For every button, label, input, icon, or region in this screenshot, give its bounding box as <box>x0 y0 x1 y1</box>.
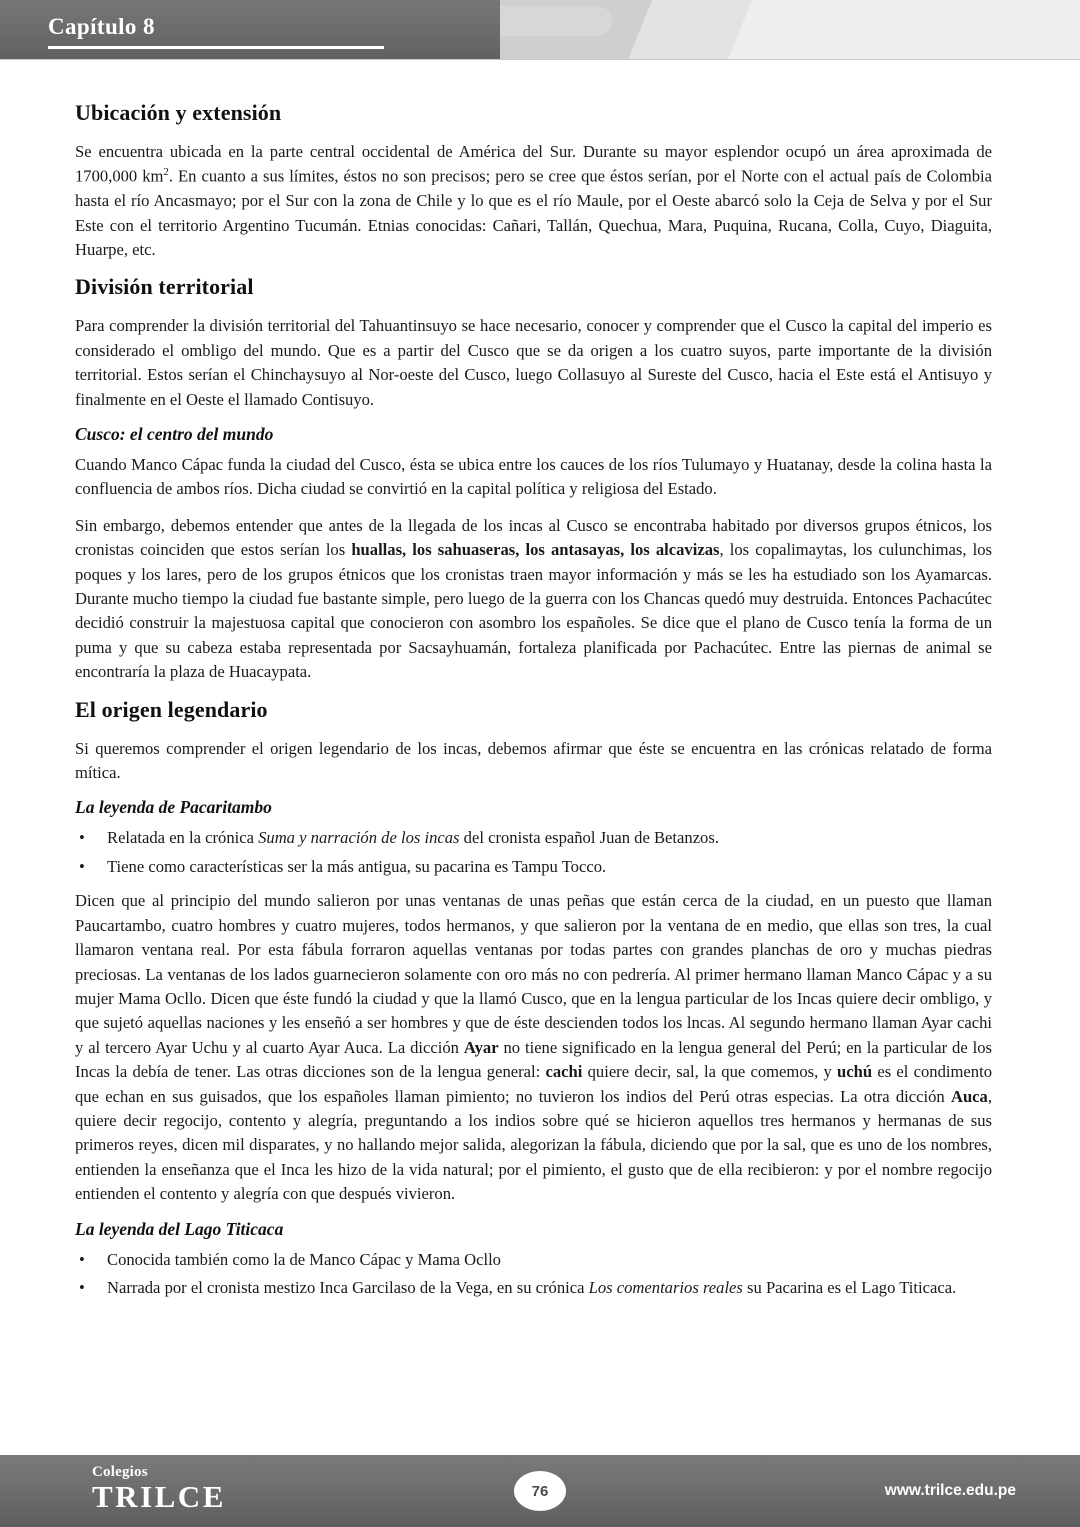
header-underline <box>48 46 384 49</box>
page-header <box>0 0 1080 60</box>
list-item <box>75 855 992 880</box>
titicaca-b1: Conocida también como la de Manco Cápac y Mama Ocllo <box>107 1249 501 1269</box>
subsection-heading-cusco: Cusco: el centro del mundo <box>75 424 274 445</box>
subsection-heading-pacaritambo: La leyenda de Pacaritambo <box>75 797 272 818</box>
chapter-title: Capítulo 8 <box>48 14 155 39</box>
paragraph-division: Para comprender la división territorial del Tahuantinsuyo se hace necesario, conocer y comprender que el Cusco la capital del imperio es considerado el ombligo del mundo. Que es a partir del Cusco que se da origen a los cuatro suyos, parte importante de la división territorial. Estos serían el Chinchaysuyo al Nor-oeste del Cusco, luego Collasuyo al Sureste del Cusco, hacia el Este está el Antisuyo y finalmente en el Oeste el llamado Contisuyo. <box>75 316 992 409</box>
titicaca-b2-part2: su Pacarina es el Lago Titicaca. <box>742 1278 957 1298</box>
paragraph-cusco-1: Cuando Manco Cápac funda la ciudad del Cusco, ésta se ubica entre los cauces de los ríos Tulumayo y Huatanay, desde la colina hasta la confluencia de ambos ríos. Dicha ciudad se convirtió en la capital política y religiosa del Estado. <box>75 455 992 499</box>
section-heading-origen: El origen legendario <box>75 696 268 722</box>
bullet-dot-icon: • <box>79 856 85 876</box>
titicaca-b2-italic: Los comentarios reales <box>588 1278 743 1298</box>
pac-pc: quiere decir, sal, la que comemos, y <box>582 1062 838 1082</box>
list-item <box>75 1276 992 1301</box>
pac-b-cachi: cachi <box>545 1062 583 1082</box>
pac-b-ayar: Ayar <box>463 1037 499 1057</box>
document-body <box>0 60 1080 1311</box>
footer-url: www.trilce.edu.pe <box>884 1482 1016 1499</box>
pac-b-auca: Auca <box>950 1086 988 1106</box>
bullet-list-pacaritambo <box>75 826 992 879</box>
list-item <box>75 826 992 851</box>
bullet-dot-icon: • <box>79 828 85 848</box>
page-number-badge: 76 <box>514 1471 566 1511</box>
pacaritambo-b1-part1: Relatada en la crónica <box>107 828 259 848</box>
brand-logo-small: Colegios <box>92 1464 148 1480</box>
paragraph-ubicacion: Se encuentra ubicada en la parte central occidental de América del Sur. Durante su mayor esplendor ocupó un área aproximada de 1700,000 $km^2$. En cuanto a sus límites, éstos no son precisos; pero se cree que éstos serían, por el Norte con el actual país de Colombia hasta el río Ancasmayo; por el Sur con la zona de Chile y lo que es el río Maule, por el Oeste abarcó solo la Ceja de Selva y por el Sur Este con el territorio Argentino Tucumán. Etnias conocidas: Cañari, Tallán, Quechua, Mara, Puquina, Rucana, Colla, Cuyo, Diaguita, Huarpe, etc. <box>75 142 992 260</box>
cusco-p2-bold: huallas, los sahuaseras, los antasayas, los alcavizas <box>351 540 720 560</box>
pacaritambo-b1-part2: del cronista español Juan de Betanzos. <box>459 828 719 848</box>
bullet-dot-icon: • <box>79 1249 85 1269</box>
paragraph-origen: Si queremos comprender el origen legendario de los incas, debemos afirmar que éste se encuentra en las crónicas relatado de forma mítica. <box>75 738 992 782</box>
subsection-heading-titicaca: La leyenda del Lago Titicaca <box>75 1218 284 1239</box>
paragraph-cusco-2 <box>75 514 992 685</box>
pacaritambo-b1-italic: Suma y narración de los incas <box>258 828 460 848</box>
section-heading-division: División territorial <box>75 274 254 300</box>
page-footer <box>0 1455 1080 1527</box>
pac-pd: es el condimento que echan en sus guisados, que los españoles llaman pimiento; no tuvieron los indios del Perú otras especias. La otra dicción <box>75 1062 992 1106</box>
titicaca-b2-part1: Narrada por el cronista mestizo Inca Garcilaso de la Vega, en su crónica <box>107 1278 589 1298</box>
paragraph-pacaritambo-long <box>75 889 992 1206</box>
bullet-list-titicaca <box>75 1248 992 1301</box>
pacaritambo-b2: Tiene como características ser la más antigua, su pacarina es Tampu Tocco. <box>107 856 607 876</box>
brand-logo <box>92 1465 226 1512</box>
pac-pb: no tiene significado en la lengua general del Perú; en la particular de los Incas la debía de tener. Las otras dicciones son de la lengua general: <box>75 1037 992 1082</box>
section-heading-ubicacion: Ubicación y extensión <box>75 100 282 125</box>
pac-pa: Dicen que al principio del mundo salieron por unas ventanas de unas peñas que están cerca de la ciudad, en un puesto que llaman Paucartambo, cuatro hombres y cuatro mujeres, todos hermanos, y que salieron por la ventana de en medio, que ellas son tres, la cual llamaron ventana real. Por esta fábula forraron aquellas ventanas por todas partes con grandes planchas de oro y muchas piedras preciosas. La ventanas de los lados guarnecieron solamente con oro más no con pedrería. Al primer hermano llaman Manco Cápac y a su mujer Mama Ocllo. Dicen que éste fundó la ciudad y que la llamó Cusco, que en la lengua particular de los Incas quiere decir ombligo, y que sujetó aquellas naciones y les enseñó a ser hombres y que de éste descienden todos los lncas. Al segundo hermano llaman Ayar cachi y al tercero Ayar Uchu y al cuarto Ayar Auca. La dicción <box>75 891 992 1057</box>
list-item <box>75 1248 992 1273</box>
brand-logo-large: TRILCE <box>92 1479 226 1514</box>
pac-pe: , quiere decir regocijo, contento y alegría, preguntando a los indios sobre qué se hicieron aquellos tres hermanos y hermanas de sus primeros reyes, dicen mil disparates, y no hallando mejor salida, alegorizan la fábula, diciendo que por la sal, que es uno de los nombres, entienden la enseñanza que el Inca les hizo de la vida natural; por el pimiento, el gusto que de ella recibieron: y por el nombre regocijo entienden el contento y alegría con que después vivieron. <box>75 1086 992 1204</box>
cusco-p2-part1: Sin embargo, debemos entender que antes de la llegada de los incas al Cusco se encontraba habitado por diversos grupos étnicos, los cronistas coinciden que estos serían los <box>75 515 992 560</box>
pac-b-uchu: uchú <box>837 1062 873 1082</box>
bullet-dot-icon: • <box>79 1278 85 1298</box>
cusco-p2-part2: , los copalimaytas, los culunchimas, los poques y los lares, pero de los grupos étnicos que los cronistas traen mayor información y más se les ha estudiado son los Ayamarcas. Durante mucho tiempo la ciudad fue bastante simple, pero luego de la guerra con los Chancas quedó muy destruida. Entonces Pachacútec decidió construir la majestuosa capital que conocieron con asombro los españoles. Se dice que el plano de Cusco tenía la forma de un puma y que su cabeza estaba representada por Sacsayhuamán, fortaleza planificada por Pachacútec. Entre las piernas de animal se encontraría la plaza de Huacaypata. <box>75 540 992 682</box>
